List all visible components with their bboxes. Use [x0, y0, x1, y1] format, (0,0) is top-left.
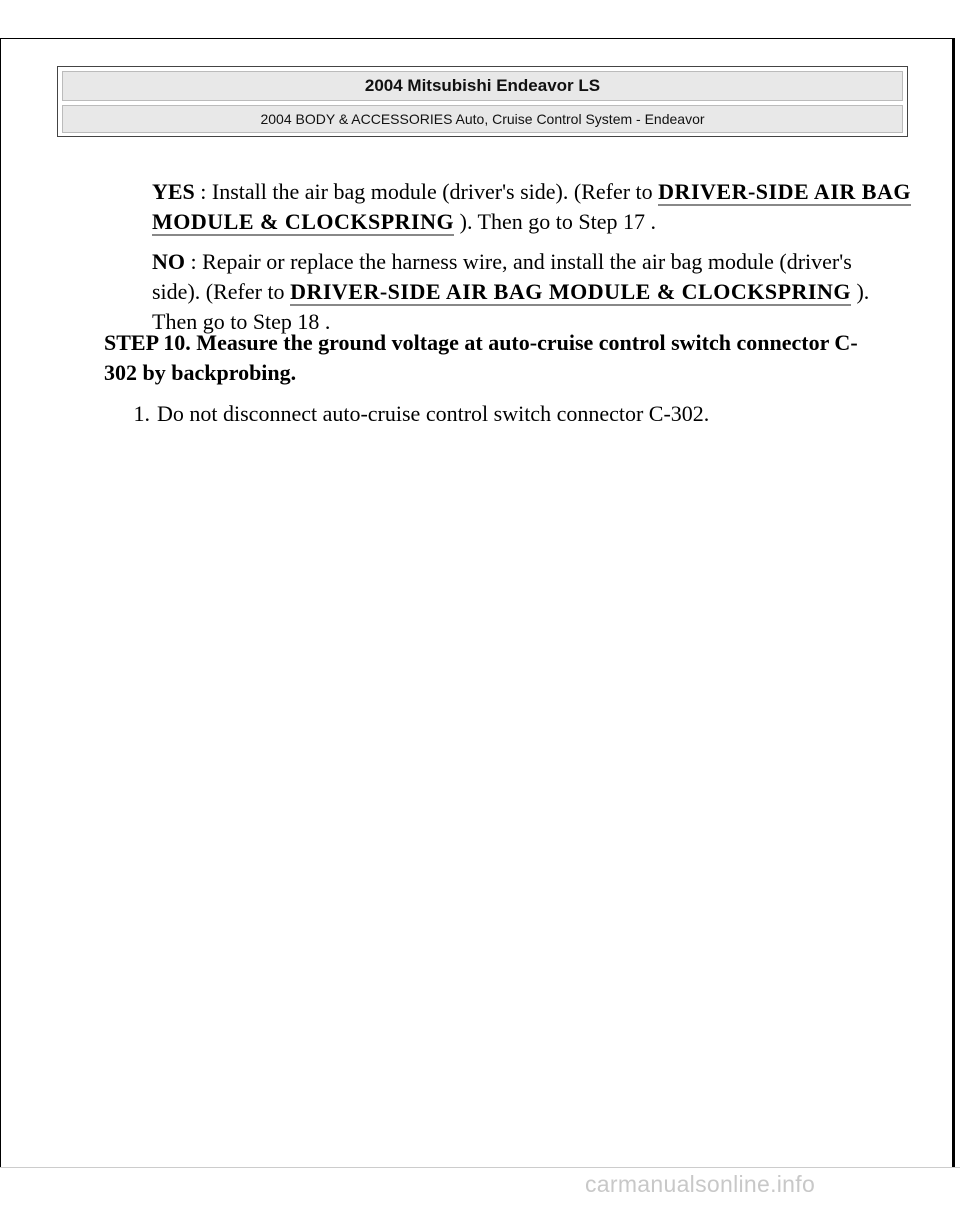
document-subtitle: 2004 BODY & ACCESSORIES Auto, Cruise Control System - Endeavor: [62, 105, 903, 133]
no-paragraph: [152, 247, 892, 337]
driver-side-airbag-link[interactable]: DRIVER-SIDE AIR BAG MODULE & CLOCKSPRING: [152, 179, 911, 234]
yes-text-before: : Install the air bag module (driver's side). (Refer to: [194, 179, 659, 204]
yes-text-after: ). Then go to Step 17 .: [454, 209, 656, 234]
driver-side-airbag-link[interactable]: DRIVER-SIDE AIR BAG MODULE & CLOCKSPRING: [290, 279, 851, 304]
document-title: 2004 Mitsubishi Endeavor LS: [62, 71, 903, 101]
footer-divider: [0, 1167, 960, 1168]
document-header: [57, 66, 908, 137]
yes-paragraph: [152, 177, 912, 237]
watermark: carmanualsonline.info: [585, 1171, 816, 1197]
step-heading: STEP 10. Measure the ground voltage at auto-cruise control switch connector C-302 by backprobing.: [104, 330, 858, 385]
no-text-before: : Repair or replace the harness wire, and install the air bag module (driver's side). (Refer to: [152, 249, 852, 304]
list-item-text: Do not disconnect auto-cruise control switch connector C-302.: [157, 401, 710, 426]
list-item: [104, 399, 904, 429]
yes-label: YES: [152, 179, 195, 204]
no-text-after: ). Then go to Step 18 .: [152, 279, 870, 334]
no-label: NO: [152, 249, 185, 274]
list-item-number: 1.: [133, 401, 150, 426]
